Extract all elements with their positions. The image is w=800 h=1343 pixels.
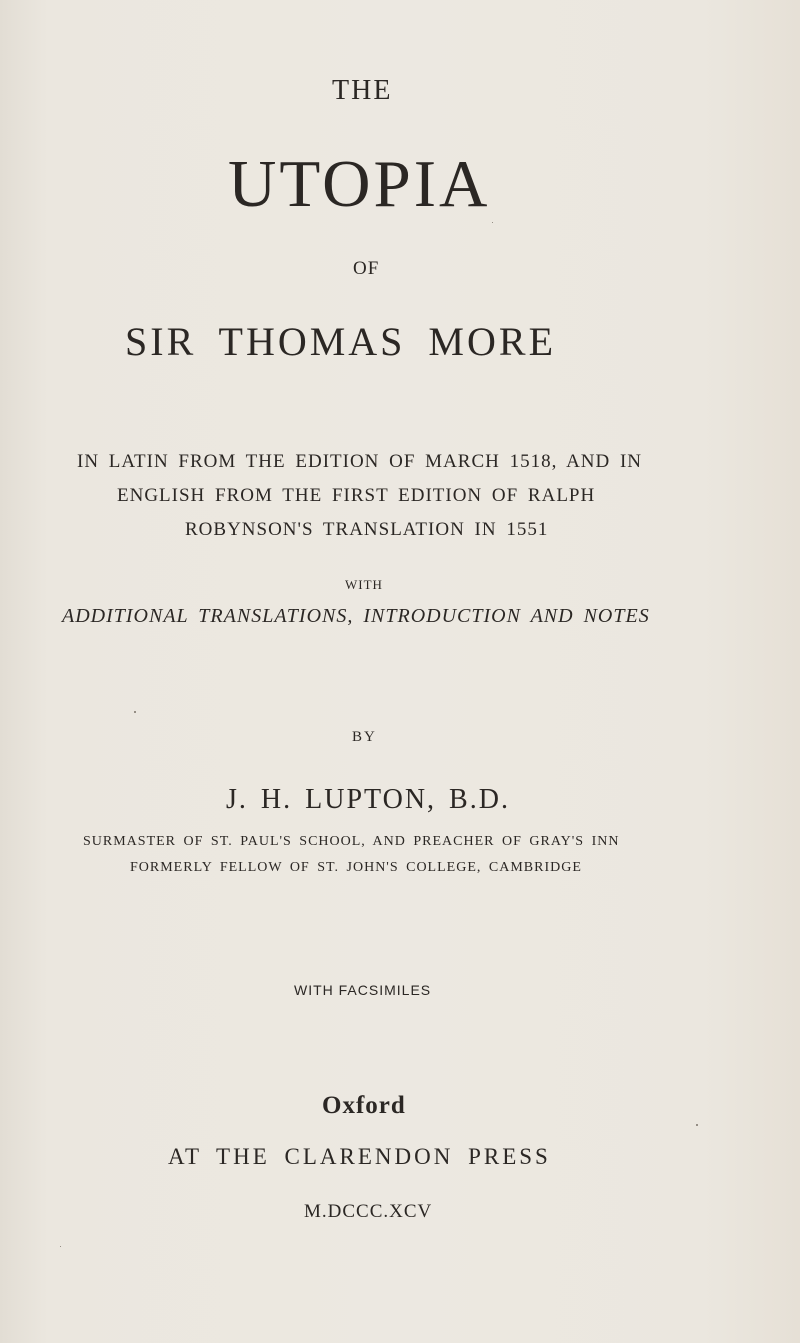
- publication-year: M.DCCC.XCV: [304, 1201, 433, 1222]
- title-of: OF: [353, 258, 380, 279]
- with-label: WITH: [345, 577, 383, 592]
- book-title: UTOPIA: [228, 147, 491, 221]
- subtitle-line-2: ENGLISH FROM THE FIRST EDITION OF RALPH: [117, 485, 596, 506]
- editor-name: J. H. LUPTON, B.D.: [226, 784, 510, 815]
- editor-position-line-2: FORMERLY FELLOW OF ST. JOHN'S COLLEGE, CAMBRIDGE: [130, 860, 582, 875]
- publication-place: Oxford: [322, 1092, 406, 1119]
- publisher-name: AT THE CLARENDON PRESS: [168, 1144, 551, 1169]
- subtitle-line-1: IN LATIN FROM THE EDITION OF MARCH 1518, AND IN: [77, 451, 643, 472]
- editor-position-line-1: SURMASTER OF ST. PAUL'S SCHOOL, AND PREACHER OF GRAY'S INN: [83, 834, 620, 849]
- paper-speck: [696, 1124, 698, 1126]
- facsimiles-note: WITH FACSIMILES: [294, 982, 432, 998]
- paper-speck: [134, 711, 136, 713]
- paper-speck: [492, 222, 493, 223]
- by-label: BY: [352, 729, 377, 745]
- paper-speck: [60, 1246, 61, 1247]
- subtitle-line-3: ROBYNSON'S TRANSLATION IN 1551: [185, 519, 549, 540]
- title-article: THE: [332, 75, 393, 106]
- additional-content-line: ADDITIONAL TRANSLATIONS, INTRODUCTION AND NOTES: [62, 605, 650, 627]
- author-name: SIR THOMAS MORE: [125, 319, 556, 364]
